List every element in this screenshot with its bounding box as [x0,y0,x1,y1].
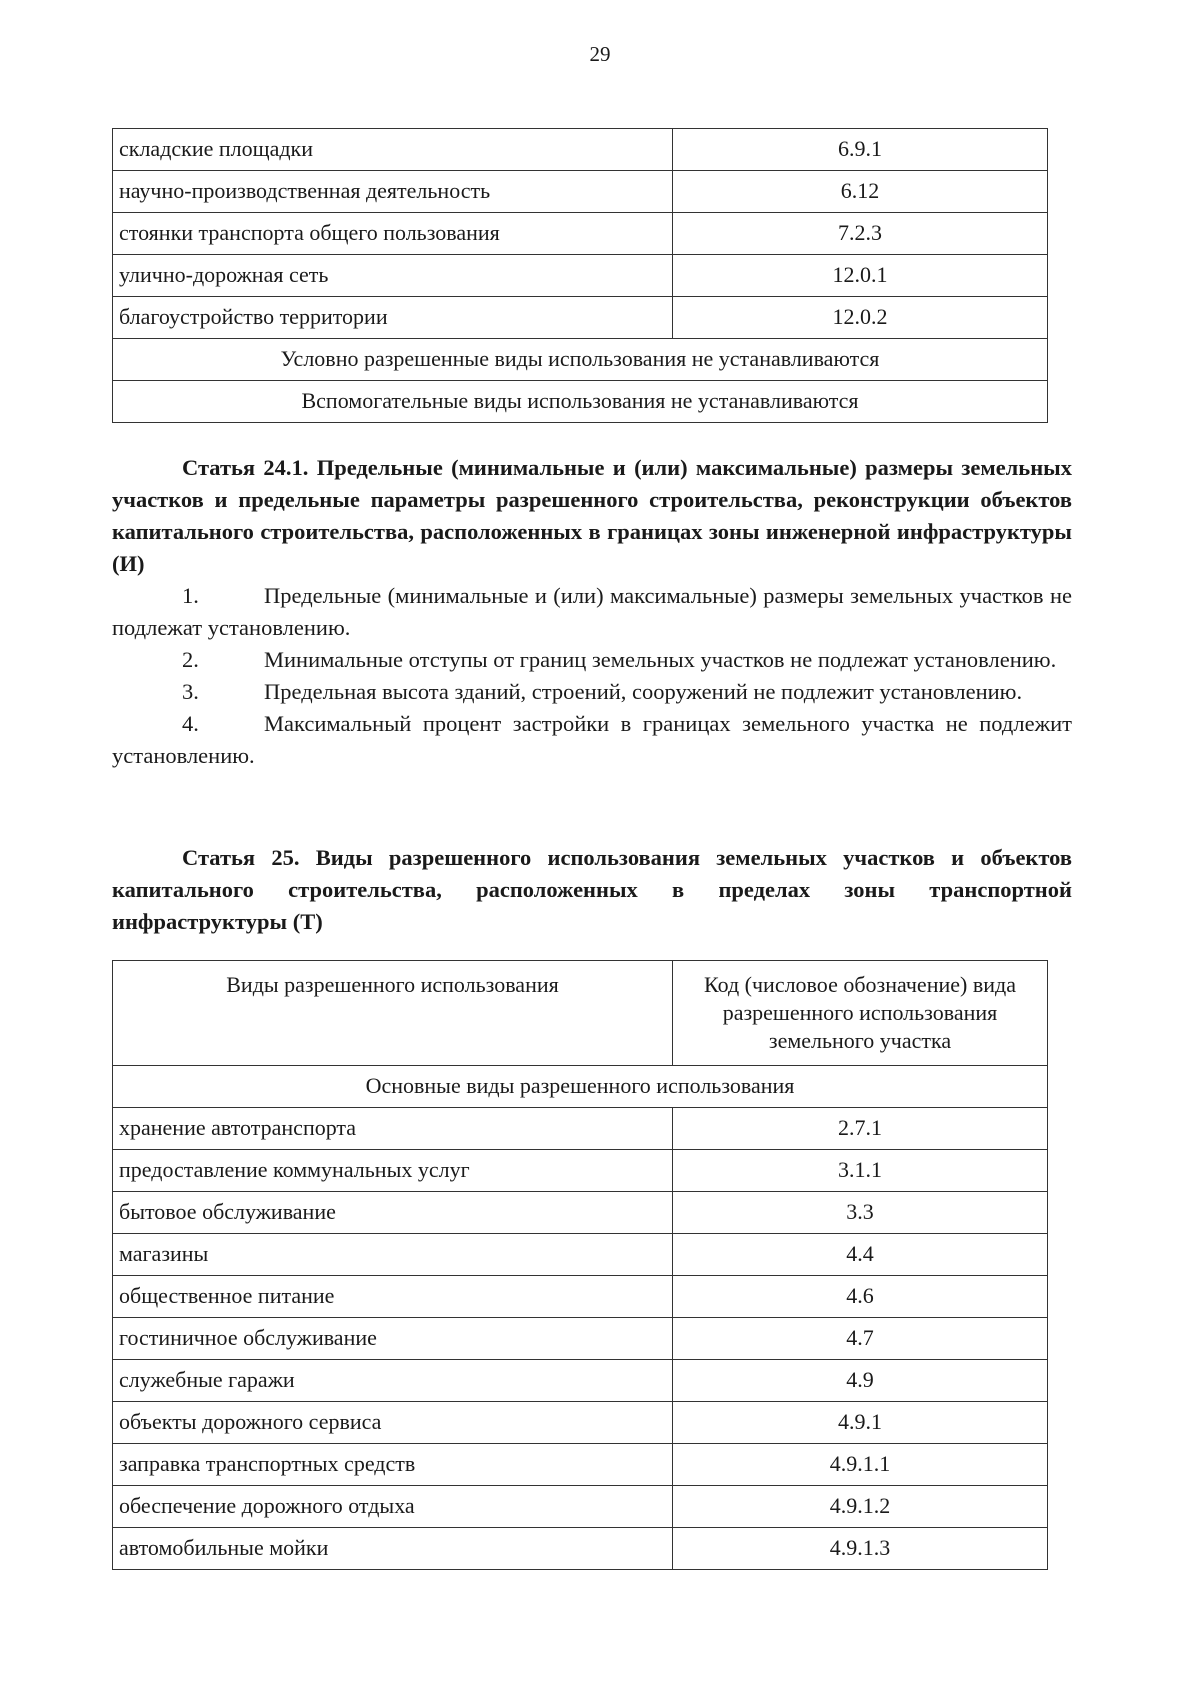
use-name-cell: бытовое обслуживание [113,1192,673,1234]
use-name-cell: обеспечение дорожного отдыха [113,1486,673,1528]
use-code-cell: 4.7 [673,1318,1048,1360]
table-row [113,1486,1048,1528]
table-row [113,1360,1048,1402]
use-code-cell: 7.2.3 [673,213,1048,255]
table-row [113,1402,1048,1444]
table-row [113,339,1048,381]
use-code-cell: 4.9.1.3 [673,1528,1048,1570]
article-24-1-item-1 [112,580,1072,644]
article-25 [112,842,1072,938]
item-number: 4. [182,711,199,736]
use-name-cell: улично-дорожная сеть [113,255,673,297]
use-name-cell: предоставление коммунальных услуг [113,1150,673,1192]
use-code-cell: 4.9 [673,1360,1048,1402]
use-code-cell: 6.9.1 [673,129,1048,171]
main-uses-section: Основные виды разрешенного использования [113,1066,1048,1108]
use-name-cell: стоянки транспорта общего пользования [113,213,673,255]
table-row [113,1234,1048,1276]
table-row [113,1276,1048,1318]
use-code-cell: 4.9.1.1 [673,1444,1048,1486]
use-code-cell: 4.9.1.2 [673,1486,1048,1528]
item-text: Предельные (минимальные и (или) максимальные) размеры земельных участков не подлежат установлению. [112,583,1072,640]
table-header-row [113,961,1048,1066]
table-row [113,297,1048,339]
transport-zone-use-table [112,960,1048,1570]
article-24-1-item-4 [112,708,1072,772]
use-name-cell: научно-производственная деятельность [113,171,673,213]
use-code-cell: 2.7.1 [673,1108,1048,1150]
use-name-cell: магазины [113,1234,673,1276]
table-row [113,1318,1048,1360]
conditional-uses-note: Условно разрешенные виды использования не устанавливаются [113,339,1048,381]
article-24-1-title: Статья 24.1. Предельные (минимальные и (или) максимальные) размеры земельных участков и предельные параметры разрешенного строительства, реконструкции объектов капитального строительства, расположенных в границах зоны инженерной инфраструктуры (И) [112,455,1072,576]
use-code-cell: 4.4 [673,1234,1048,1276]
item-text: Минимальные отступы от границ земельных участков не подлежат установлению. [264,647,1057,672]
article-24-1-item-3 [112,676,1072,708]
table-row [113,1108,1048,1150]
use-code-cell: 6.12 [673,171,1048,213]
table-row [113,1444,1048,1486]
use-code-cell: 3.1.1 [673,1150,1048,1192]
use-code-cell: 3.3 [673,1192,1048,1234]
table-row [113,1150,1048,1192]
item-text: Предельная высота зданий, строений, сооружений не подлежит установлению. [264,679,1023,704]
use-name-cell: автомобильные мойки [113,1528,673,1570]
item-number: 3. [182,679,199,704]
land-use-table-continued [112,128,1048,423]
table-row [113,171,1048,213]
item-number: 1. [182,583,199,608]
table-row [113,213,1048,255]
page-number: 29 [589,42,611,66]
use-name-cell: служебные гаражи [113,1360,673,1402]
table-row [113,1528,1048,1570]
header-use-type: Виды разрешенного использования [113,961,673,1066]
use-name-cell: благоустройство территории [113,297,673,339]
table-row [113,255,1048,297]
use-code-cell: 12.0.2 [673,297,1048,339]
header-use-code: Код (числовое обозначение) вида разрешенного использования земельного участка [673,961,1048,1066]
use-name-cell: хранение автотранспорта [113,1108,673,1150]
article-25-title: Статья 25. Виды разрешенного использования земельных участков и объектов капитального строительства, расположенных в пределах зоны транспортной инфраструктуры (Т) [112,845,1072,934]
use-code-cell: 4.6 [673,1276,1048,1318]
table-row [113,381,1048,423]
auxiliary-uses-note: Вспомогательные виды использования не устанавливаются [113,381,1048,423]
item-number: 2. [182,647,199,672]
use-name-cell: объекты дорожного сервиса [113,1402,673,1444]
use-code-cell: 12.0.1 [673,255,1048,297]
use-code-cell: 4.9.1 [673,1402,1048,1444]
use-name-cell: заправка транспортных средств [113,1444,673,1486]
use-name-cell: гостиничное обслуживание [113,1318,673,1360]
use-name-cell: общественное питание [113,1276,673,1318]
table-row [113,1192,1048,1234]
table-row [113,1066,1048,1108]
article-24-1 [112,452,1072,772]
use-name-cell: складские площадки [113,129,673,171]
table-row [113,129,1048,171]
item-text: Максимальный процент застройки в границах земельного участка не подлежит установлению. [112,711,1072,768]
article-24-1-item-2 [112,644,1072,676]
